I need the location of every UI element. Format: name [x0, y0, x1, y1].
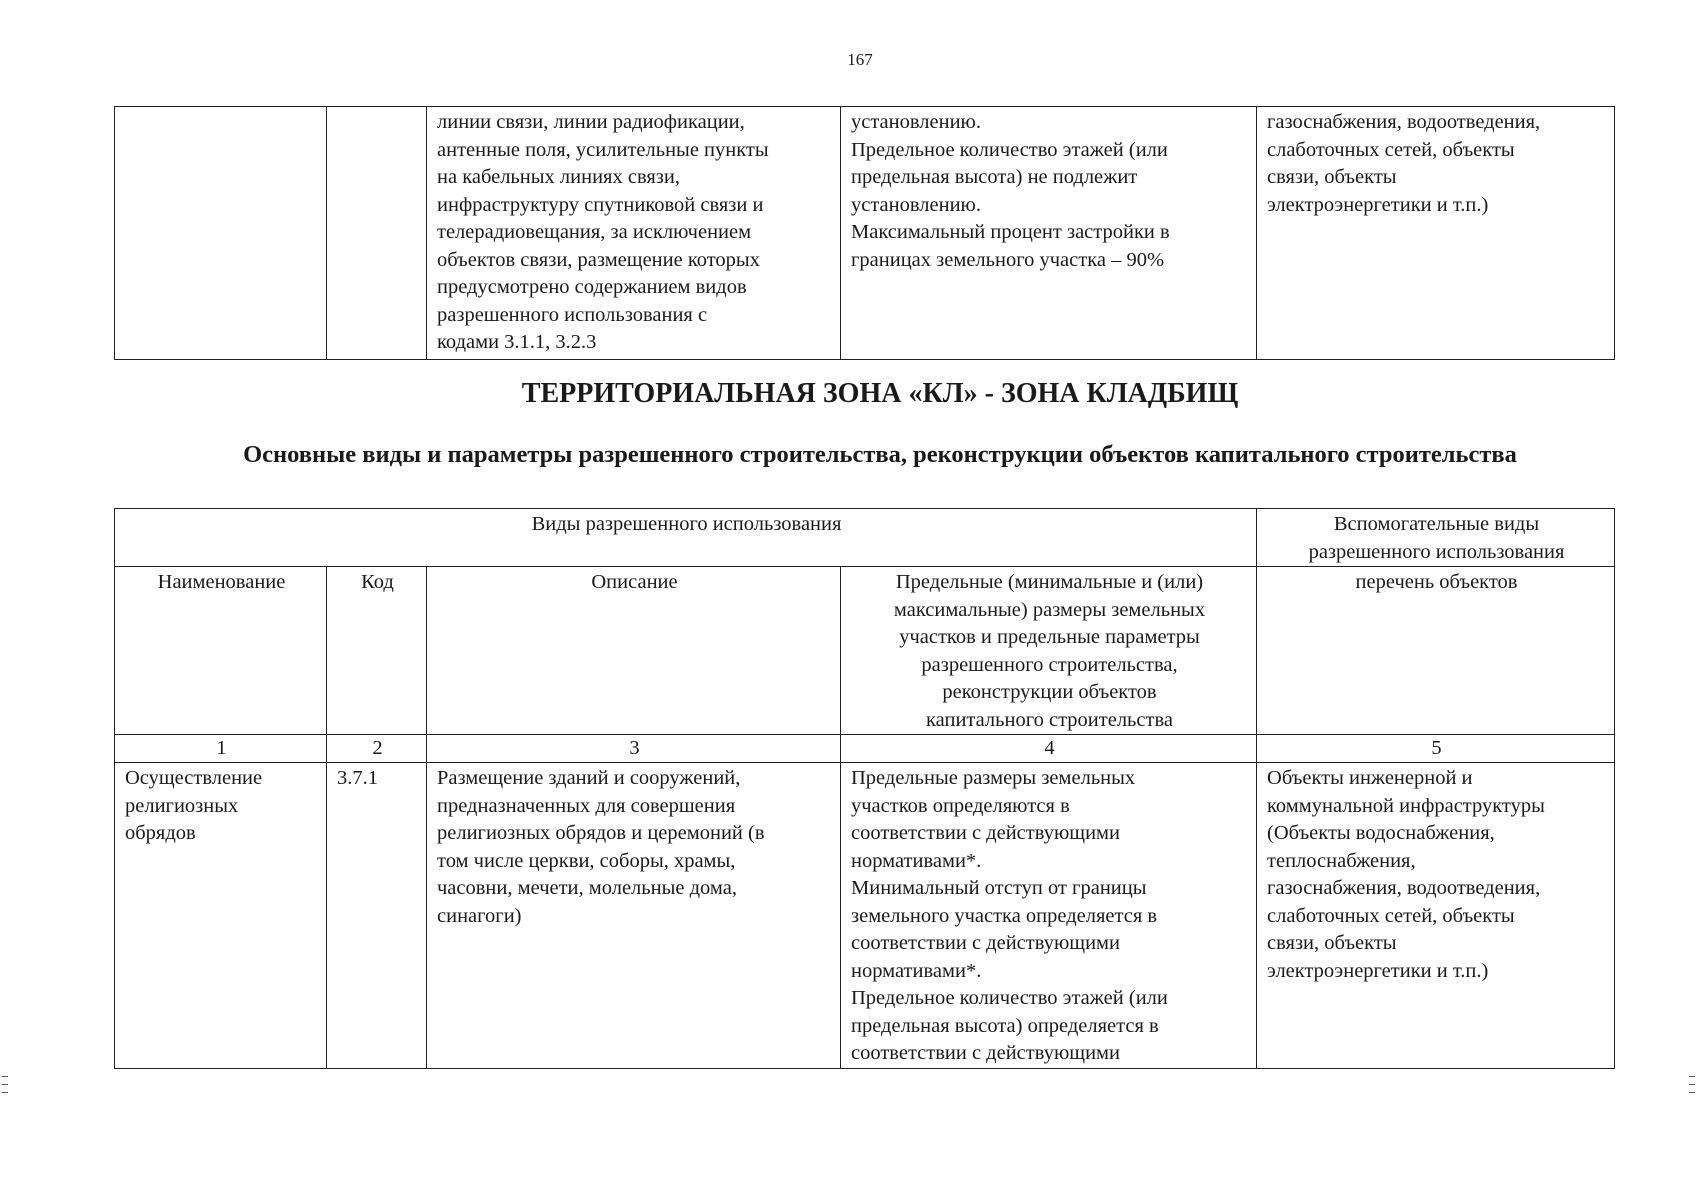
- column-header-code: Код: [327, 567, 427, 735]
- zone-title: ТЕРРИТОРИАЛЬНАЯ ЗОНА «КЛ» - ЗОНА КЛАДБИЩ: [521, 378, 1239, 409]
- column-number-row: [115, 735, 1615, 763]
- table-cell: [327, 107, 427, 360]
- scan-margin-mark: [1689, 1092, 1695, 1093]
- main-table: [114, 508, 1615, 1069]
- use-name-cell: Осуществление религиозных обрядов: [115, 763, 327, 1069]
- column-number: 1: [115, 735, 327, 763]
- permitted-uses-header: Виды разрешенного использования: [115, 509, 1257, 567]
- table-row: [115, 107, 1615, 360]
- auxiliary-uses-header: Вспомогательные виды разрешенного использования: [1257, 509, 1615, 567]
- continuation-table: [114, 106, 1615, 360]
- use-code-cell: 3.7.1: [327, 763, 427, 1069]
- column-header-name: Наименование: [115, 567, 327, 735]
- column-header-description: Описание: [427, 567, 841, 735]
- auxiliary-cell: Объекты инженерной и коммунальной инфраструктуры (Объекты водоснабжения, теплоснабжения, газоснабжения, водоотведения, слаботочных сетей, объекты связи, объекты электроэнергетики и т.п.): [1257, 763, 1615, 1069]
- scan-margin-mark: [1689, 1084, 1695, 1085]
- scan-margin-mark: [2, 1092, 8, 1093]
- limits-cell: установлению. Предельное количество этажей (или предельная высота) не подлежит установлению. Максимальный процент застройки в границах земельного участка – 90%: [841, 107, 1257, 360]
- auxiliary-cell: газоснабжения, водоотведения, слаботочных сетей, объекты связи, объекты электроэнергетики и т.п.): [1257, 107, 1615, 360]
- column-number: 5: [1257, 735, 1615, 763]
- table-row: [115, 763, 1615, 1069]
- description-cell: линии связи, линии радиофикации, антенные поля, усилительные пункты на кабельных линиях связи, инфраструктуру спутниковой связи и телерадиовещания, за исключением объектов связи, размещение которых предусмотрено содержанием видов разрешенного использования с кодами 3.1.1, 3.2.3: [427, 107, 841, 360]
- column-number: 4: [841, 735, 1257, 763]
- column-header-objects: перечень объектов: [1257, 567, 1615, 735]
- scan-margin-mark: [1689, 1076, 1695, 1077]
- section-subtitle: Основные виды и параметры разрешенного строительства, реконструкции объектов капитального строительства: [243, 441, 1517, 468]
- description-cell: Размещение зданий и сооружений, предназначенных для совершения религиозных обрядов и церемоний (в том числе церкви, соборы, храмы, часовни, мечети, молельные дома, синагоги): [427, 763, 841, 1069]
- column-number: 3: [427, 735, 841, 763]
- scan-margin-mark: [2, 1084, 8, 1085]
- page-number: 167: [847, 50, 873, 69]
- column-number: 2: [327, 735, 427, 763]
- column-header-limits: Предельные (минимальные и (или) максимальные) размеры земельных участков и предельные параметры разрешенного строительства, реконструкции объектов капитального строительства: [841, 567, 1257, 735]
- column-header-row: [115, 567, 1615, 735]
- limits-cell: Предельные размеры земельных участков определяются в соответствии с действующими нормативами*. Минимальный отступ от границы земельного участка определяется в соответствии с действующими нормативами*. Предельное количество этажей (или предельная высота) определяется в соответствии с действующими: [841, 763, 1257, 1069]
- group-header-row: [115, 509, 1615, 567]
- scan-margin-mark: [2, 1076, 8, 1077]
- table-cell: [115, 107, 327, 360]
